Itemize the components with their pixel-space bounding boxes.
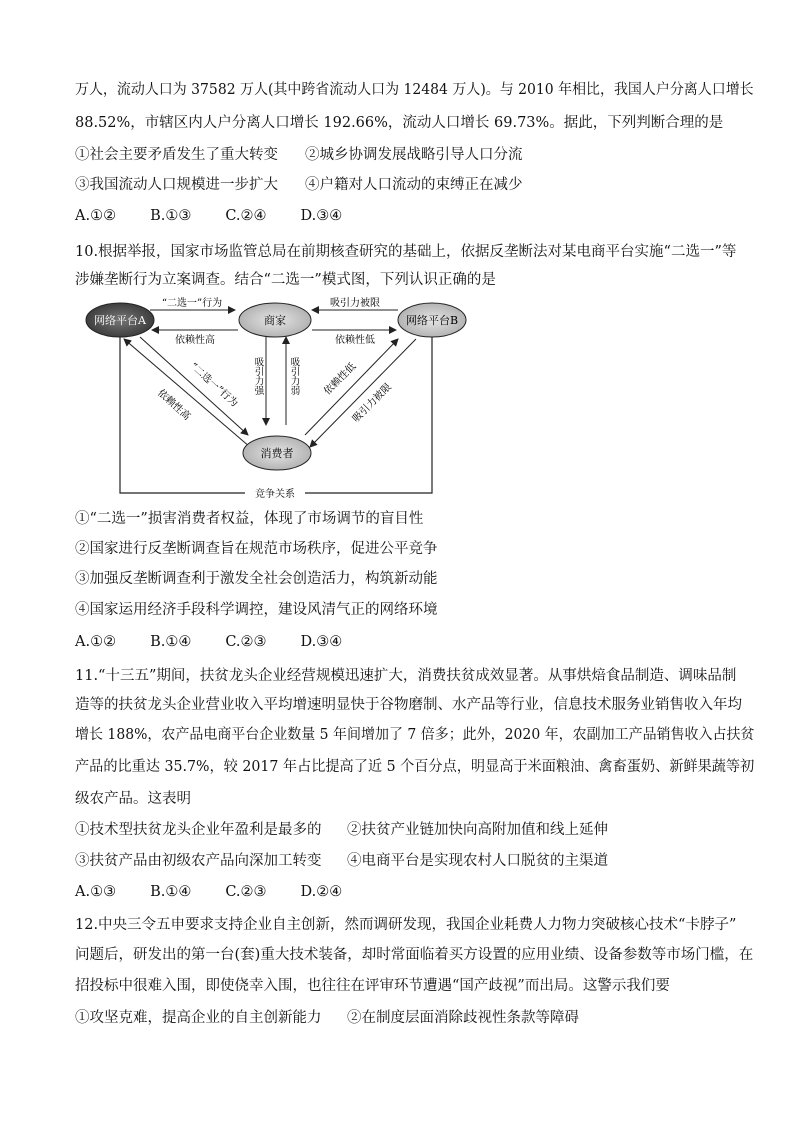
q9-text-line1: 万人，流动人口为 37582 万人(其中跨省流动人口为 12484 万人)。与 2010 年相比，我国人户分离人口增长: [75, 82, 754, 98]
q12-text-line2: 问题后，研发出的第一台(套)重大技术装备，却时常面临着买方设置的应用业绩、设备参数等市场门槛，在: [75, 947, 754, 963]
label-b-to-merchant: 吸引力被限: [330, 298, 380, 309]
q10-statement-3: ③加强反垄断调查利于激发全社会创造活力，构筑新动能: [75, 571, 438, 587]
q9-statement-3: ③我国流动人口规模进一步扩大: [75, 177, 278, 193]
platform-a-label: 网络平台A: [94, 314, 146, 327]
label-merchant-consumer-right: 吸引力弱: [288, 357, 300, 395]
q12-statement-2: ②在制度层面消除歧视性条款等障碍: [347, 1010, 579, 1026]
q11-statements-row1: [75, 820, 608, 840]
label-competition: 竞争关系: [255, 489, 295, 500]
label-merchant-to-b: 依赖性低: [335, 335, 375, 346]
q11-option-c[interactable]: C.②③: [225, 884, 267, 900]
q9-statement-2: ②城乡协调发展战略引导人口分流: [305, 147, 523, 163]
label-merchant-to-a: 依赖性高: [175, 335, 215, 346]
q11-options: [75, 882, 376, 902]
q9-option-a[interactable]: A.①②: [75, 208, 117, 224]
q11-text-line1: 11.“十三五”期间，扶贫龙头企业经营规模迅速扩大，消费扶贫成效显著。从事烘焙食品制造、调味品制: [75, 668, 737, 684]
q11-statement-3: ③扶贫产品由初级农产品向深加工转变: [75, 853, 322, 869]
q10-text-line1: 10.根据举报，国家市场监管总局在前期核查研究的基础上，依据反垄断法对某电商平台实施“二选一”等: [75, 244, 737, 260]
q9-option-d[interactable]: D.③④: [300, 208, 343, 224]
q10-options: [75, 632, 376, 652]
q11-option-b[interactable]: B.①④: [150, 884, 192, 900]
label-b-to-consumer: 吸引力被限: [350, 381, 394, 425]
q11-option-a[interactable]: A.①③: [75, 884, 117, 900]
q9-statements-row2: [75, 175, 523, 195]
merchant-label: 商家: [264, 314, 286, 327]
q9-option-c[interactable]: C.②④: [225, 208, 267, 224]
q12-text-line3: 招投标中很难入围，即使侥幸入围，也往往在评审环节遭遇“国产歧视”而出局。这警示我们要: [75, 978, 670, 994]
q9-text-line2: 88.52%，市辖区内人户分离人口增长 192.66%，流动人口增长 69.73%。据此，下列判断合理的是: [75, 115, 724, 131]
q11-option-d[interactable]: D.②④: [300, 884, 343, 900]
label-consumer-to-a: 依赖性高: [155, 387, 193, 423]
q10-option-d[interactable]: D.③④: [300, 634, 343, 650]
q11-statement-1: ①技术型扶贫龙头企业年盈利是最多的: [75, 822, 322, 838]
arrow-a-to-consumer: [140, 337, 248, 435]
q9-option-b[interactable]: B.①③: [150, 208, 192, 224]
q9-statement-4: ④户籍对人口流动的束缚正在减少: [305, 177, 523, 193]
q11-text-line3: 增长 188%，农产品电商平台企业数量 5 年间增加了 7 倍多；此外，2020 年，农副加工产品销售收入占扶贫: [75, 727, 755, 743]
q9-statements-row1: [75, 145, 523, 165]
q11-statement-2: ②扶贫产业链加快向高附加值和线上延伸: [347, 822, 608, 838]
label-a-to-merchant: “二选一”行为: [161, 298, 223, 309]
q9-options: [75, 206, 376, 226]
q10-statement-1: ①“二选一”损害消费者权益，体现了市场调节的盲目性: [75, 511, 424, 527]
q10-statement-4: ④国家运用经济手段科学调控，建设风清气正的网络环境: [75, 602, 438, 618]
label-a-consumer-inner: “二选一”行为: [187, 360, 240, 410]
q12-statements-row1: [75, 1008, 579, 1028]
consumer-label: 消费者: [260, 447, 294, 460]
label-merchant-consumer-left: 吸引力强: [252, 357, 264, 395]
q11-text-line4: 产品的比重达 35.7%，较 2017 年占比提高了近 5 个百分点，明显高于米面粮油、禽畜蛋奶、新鲜果蔬等初: [75, 759, 755, 775]
q10-option-b[interactable]: B.①④: [150, 634, 192, 650]
platform-b-label: 网络平台B: [405, 314, 459, 327]
q12-statement-1: ①攻坚克难，提高企业的自主创新能力: [75, 1010, 322, 1026]
q12-text-line1: 12.中央三令五申要求支持企业自主创新，然而调研发现，我国企业耗费人力物力突破核心技术“卡脖子”: [75, 917, 737, 933]
two-choice-diagram: [80, 295, 459, 500]
q11-text-line5: 级农产品。这表明: [75, 791, 191, 807]
q10-text-line2: 涉嫌垄断行为立案调查。结合“二选一”模式图，下列认识正确的是: [75, 272, 496, 288]
q10-option-a[interactable]: A.①②: [75, 634, 117, 650]
label-consumer-to-b: 依赖性低: [322, 361, 359, 398]
q10-statement-2: ②国家进行反垄断调查旨在规范市场秩序，促进公平竞争: [75, 541, 438, 557]
q9-statement-1: ①社会主要矛盾发生了重大转变: [75, 147, 278, 163]
q11-text-line2: 造等的扶贫龙头企业营业收入平均增速明显快于谷物磨制、水产品等行业，信息技术服务业销售收入年均: [75, 697, 742, 713]
q11-statements-row2: [75, 851, 608, 871]
q10-option-c[interactable]: C.②③: [225, 634, 267, 650]
q11-statement-4: ④电商平台是实现农村人口脱贫的主渠道: [347, 853, 608, 869]
